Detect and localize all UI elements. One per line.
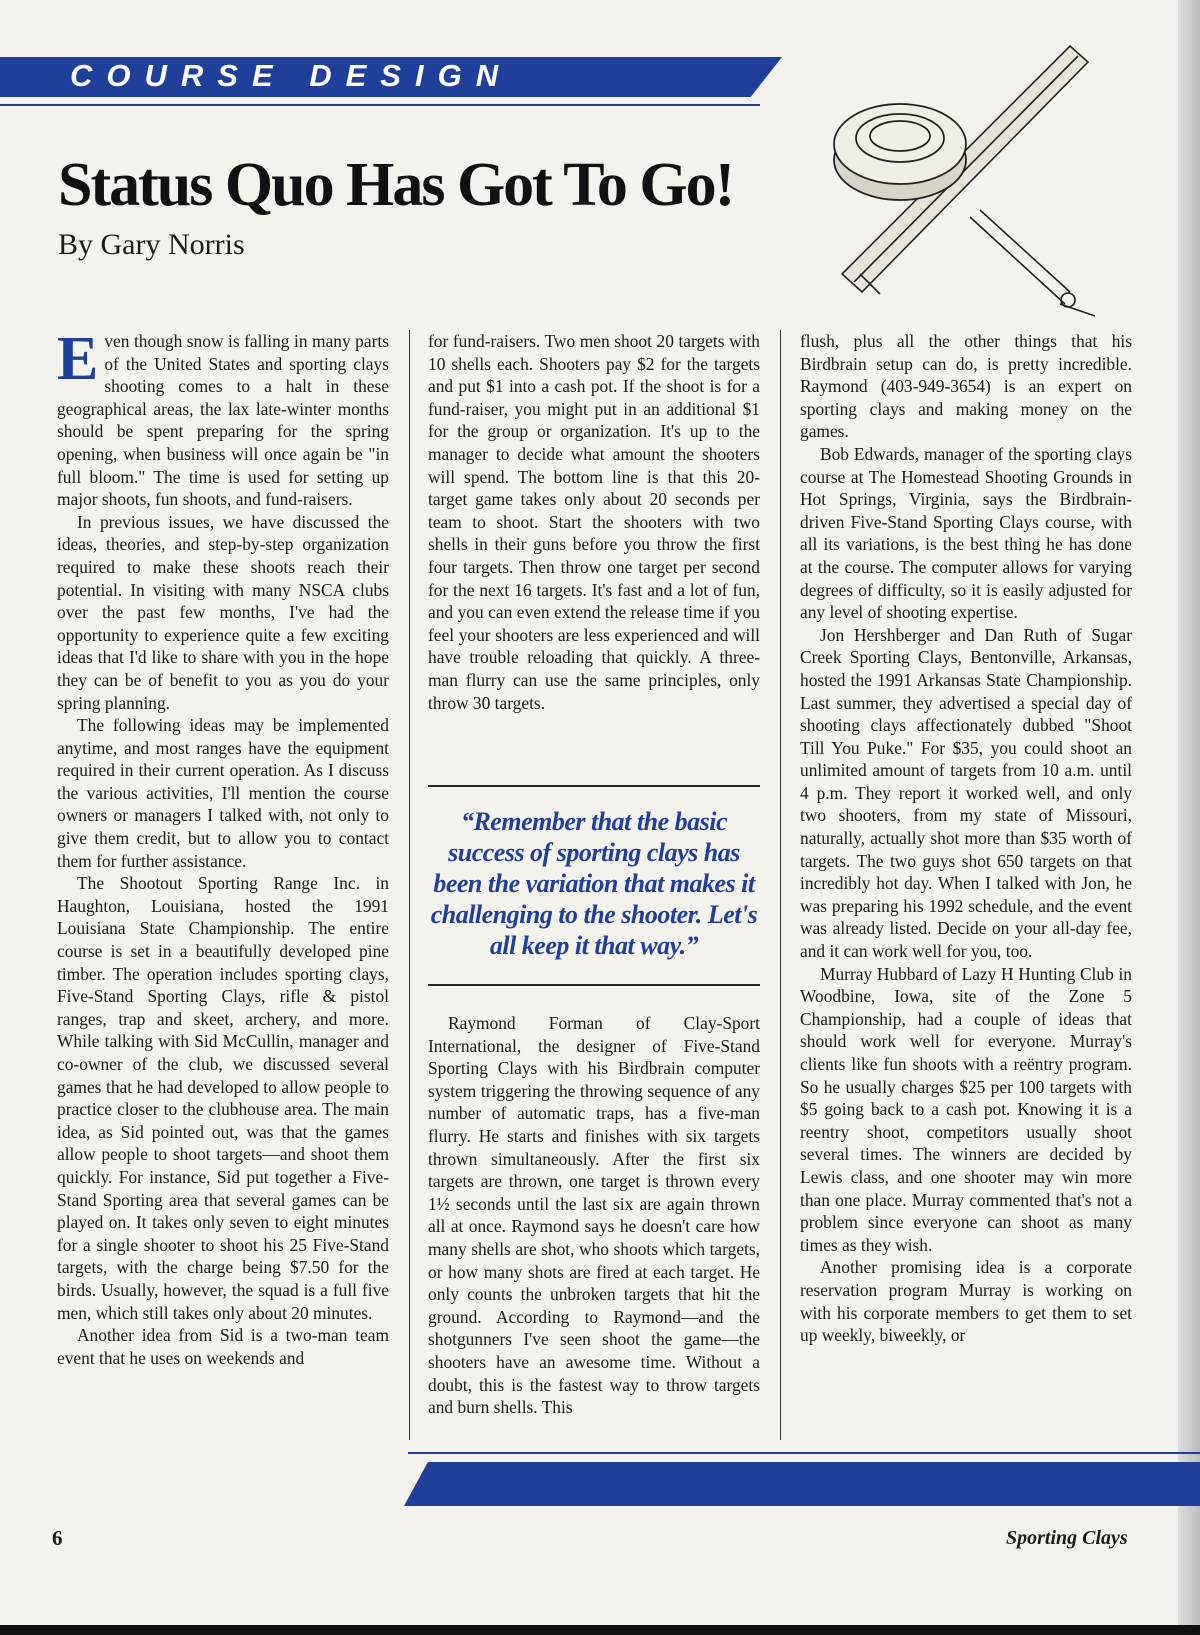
article-column-2-continued xyxy=(428,1012,760,1419)
paragraph: Another idea from Sid is a two-man team event that he uses on weekends and xyxy=(57,1325,389,1368)
paragraph: In previous issues, we have discussed the ideas, theories, and step-by-step organization required to make these shoots reach their potential. In visiting with many NSCA clubs over the past few months, I've had the opportunity to experience quite a few exciting ideas that I'd like to share with you in the hope they can be of benefit to you as you do your spring planning. xyxy=(57,511,389,713)
paragraph: Jon Hershberger and Dan Ruth of Sugar Creek Sporting Clays, Bentonville, Arkansas, hosted the 1991 Arkansas State Championship. Last summer, they advertised a special day of shooting clays affectionately dubbed "Shoot Till You Puke." For $35, you could shoot an unlimited amount of targets from 10 a.m. until 4 p.m. They report it worked well, and only two shooters, from my state of Missouri, naturally, actually shot more than $35 worth of targets. The two guys shot 650 targets on that incredibly hot day. When I talked with Jon, he was preparing his 1992 schedule, and the event was already listed. Decide on your all-day fee, and it can work well for you, too. xyxy=(800,624,1132,962)
paragraph: Bob Edwards, manager of the sporting clays course at The Homestead Shooting Grounds in Hot Springs, Virginia, says the Birdbrain-driven Five-Stand Sporting Clays course, with all its variations, is the best thing he has done at the course. The computer allows for varying degrees of difficulty, so it is easily adjusted for any level of shooting expertise. xyxy=(800,443,1132,623)
pullquote-rule-top xyxy=(428,785,760,787)
paragraph: Murray Hubbard of Lazy H Hunting Club in Woodbine, Iowa, site of the Zone 5 Championship, had a couple of ideas that should work well for everyone. Murray's clients like fun shoots with a reëntry program. So he usually charges $25 per 100 targets with $5 going back to a cash pot. Knowing it is a reentry shoot, competitors usually shoot several times. The winners are decided by Lewis class, and one shooter may win more than one place. Murray commented that's not a problem since everyone can shoot as many times as they wish. xyxy=(800,963,1132,1255)
footer-band xyxy=(404,1462,1200,1506)
article-column-2 xyxy=(428,330,760,714)
column-divider xyxy=(780,330,781,1440)
section-label: COURSE DESIGN xyxy=(70,58,513,93)
paragraph: Raymond Forman of Clay-Sport International, the designer of Five-Stand Sporting Clays with his Birdbrain computer system triggering the throwing sequence of any number of automatic traps, has a five-man flurry. He starts and finishes with six targets thrown simultaneously. After the first six targets are thrown, one target is thrown every 1½ seconds until the last six are again thrown all at once. Raymond says he doesn't care how many shells are shot, who shoots which targets, or how many shots are fired at each target. He only counts the unbroken targets that hit the ground. According to Raymond—and the shotgunners I've seen shoot the game—the shooters have an awesome time. Without a doubt, this is the fastest way to throw targets and burn shells. This xyxy=(428,1013,760,1418)
pullquote-rule-bottom xyxy=(428,984,760,986)
paragraph: Another promising idea is a corporate reservation program Murray is working on with his corporate members to get them to set up weekly, biweekly, or xyxy=(800,1257,1132,1346)
drop-cap: E xyxy=(57,325,99,393)
article-column-3 xyxy=(800,330,1132,1347)
page-number: 6 xyxy=(52,1526,63,1550)
article-title: Status Quo Has Got To Go! xyxy=(58,151,734,219)
paragraph: The Shootout Sporting Range Inc. in Haughton, Louisiana, hosted the 1991 Louisiana State Championship. The entire course is set in a beautifully developed pine timber. The operation includes sporting clays, Five-Stand Sporting Clays, rifle & pistol ranges, trap and skeet, archery, and more. While talking with Sid McCullin, manager and co-owner of the club, we discussed several games that he had developed to allow people to practice closer to the clubhouse area. The main idea, as Sid pointed out, was that the games allow people to shoot targets—and shoot them quickly. For instance, Sid put together a Five-Stand Sporting area that several games can be played on. It takes only seven to eight minutes for a single shooter to shoot his 25 Five-Stand targets, with the charge being $7.50 for the birds. Usually, however, the squad is a full five men, which still takes only about 20 minutes. xyxy=(57,873,389,1323)
byline: By Gary Norris xyxy=(58,228,245,261)
clay-target-illustration xyxy=(820,42,1120,322)
paragraph: flush, plus all the other things that his Birdbrain setup can do, is pretty incredible. Raymond (403-949-3654) is an expert on sporting clays and making money on the games. xyxy=(800,331,1132,442)
page-edge xyxy=(1178,0,1200,1635)
paragraph: for fund-raisers. Two men shoot 20 targets with 10 shells each. Shooters pay $2 for the targets and put $1 into a cash pot. If the shoot is for a fund-raiser, you might put in an additional $1 for the group or organization. It's up to the manager to decide what amount the shooters will spend. The bottom line is that this 20-target game takes only about 20 seconds per team to shoot. Start the shooters with two shells in their guns before you throw the first four targets. Then throw one target per second for the next 16 targets. It's fast and a lot of fun, and you can even extend the release time if you feel your shooters are less experienced and will have trouble reloading that quickly. A three-man flurry can use the same principles, only throw 30 targets. xyxy=(428,331,760,713)
footer-rule xyxy=(408,1452,1200,1454)
banner-rule xyxy=(0,104,760,106)
article-column-1 xyxy=(57,325,389,1369)
pull-quote: “Remember that the basic success of sporting clays has been the variation that makes it challenging to the shooter. Let's all keep it that way.” xyxy=(430,807,758,960)
scan-bottom-edge xyxy=(0,1625,1200,1635)
column-divider xyxy=(409,330,410,1440)
clay-target xyxy=(834,104,966,200)
magazine-name: Sporting Clays xyxy=(1006,1527,1128,1549)
paragraph: The following ideas may be implemented anytime, and most ranges have the equipment required in their current operation. As I discuss the various activities, I'll mention the course owners or managers I talked with, not only to give them credit, but to allow you to contact them for further assistance. xyxy=(57,715,389,871)
paragraph: Even though snow is falling in many parts of the United States and sporting clays shooting comes to a halt in these geographical areas, the lax late-winter months should be spent preparing for the spring opening, when business will once again be "in full bloom." The time is used for setting up major shoots, fun shoots, and fund-raisers. xyxy=(57,325,389,510)
